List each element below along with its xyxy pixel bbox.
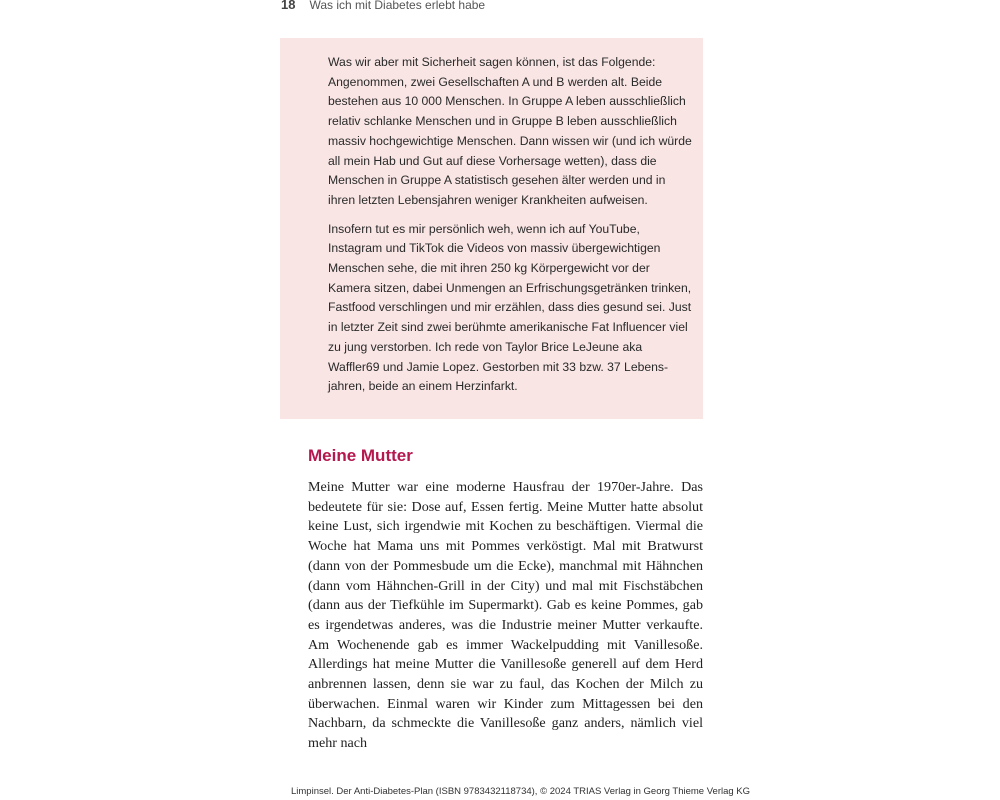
footer-citation: Limpinsel. Der Anti-Diabetes-Plan (ISBN 9783432118734), © 2024 TRIAS Verlag in Georg Thieme Verlag KG	[291, 786, 751, 797]
box-paragraph-1: Was wir aber mit Sicherheit sagen können, ist das Folgende: Angenommen, zwei Gesellschaften A und B werden alt. Beide bestehen aus 10 000 Menschen. In Gruppe A leben ausschließlich relativ schlanke Menschen und in Gruppe B leben ausschließlich massiv hochgewichtige Menschen. Dann wissen wir (und ich würde all mein Hab und Gut auf diese Vorhersage wetten), dass die Menschen in Gruppe A statistisch gesehen älter werden und in ihren letzten Lebensjahren weniger Krankheiten aufweisen.	[328, 55, 692, 207]
section-heading: Meine Mutter	[308, 446, 413, 465]
highlight-box	[280, 38, 703, 419]
body-paragraph: Meine Mutter war eine moderne Hausfrau der 1970er-Jahre. Das bedeutete für sie: Dose auf, Essen fertig. Meine Mutter hatte absolut keine Lust, sich irgendwie mit Kochen zu beschäftigen. Viermal die Woche hat Mama uns mit Pommes verköstigt. Mal mit Bratwurst (dann von der Pommesbude um die Ecke), manchmal mit Hähnchen (dann vom Hähnchen-Grill in der City) und mal mit Fischstäbchen (dann aus der Tiefkühle im Supermarkt). Gab es keine Pommes, gab es irgendetwas anderes, was die Industrie meiner Mutter verkaufte. Am Wochenende gab es immer Wackelpudding mit Vanillesoße. Allerdings hat meine Mutter die Vanillesoße generell auf dem Herd anbrennen lassen, denn sie war zu faul, das Kochen der Milch zu überwachen. Einmal waren wir Kinder zum Mittagessen bei den Nachbarn, da schmeckte die Vanillesoße ganz anders, nämlich viel mehr nach	[308, 479, 703, 752]
highlight-box-text	[328, 53, 693, 406]
running-head	[281, 0, 485, 15]
running-head-title: Was ich mit Diabetes erlebt habe	[309, 0, 486, 12]
page-number: 18	[281, 0, 296, 12]
box-paragraph-2: Insofern tut es mir persönlich weh, wenn ich auf YouTube, Instagram und TikTok die Videos von massiv übergewichtigen Menschen sehe, die mit ihren 250 kg Körpergewicht vor der Kamera sitzen, dabei Unmengen an Erfrischungsgetränken trinken, Fastfood verschlingen und mir erzählen, dass dies gesund sei. Just in letzter Zeit sind zwei berühmte amerikanische Fat Influencer viel zu jung verstorben. Ich rede von Taylor Brice LeJeune aka Waffler69 und Jamie Lopez. Gestorben mit 33 bzw. 37 Lebensjahren, beide an einem Herzinfarkt.	[328, 221, 692, 394]
